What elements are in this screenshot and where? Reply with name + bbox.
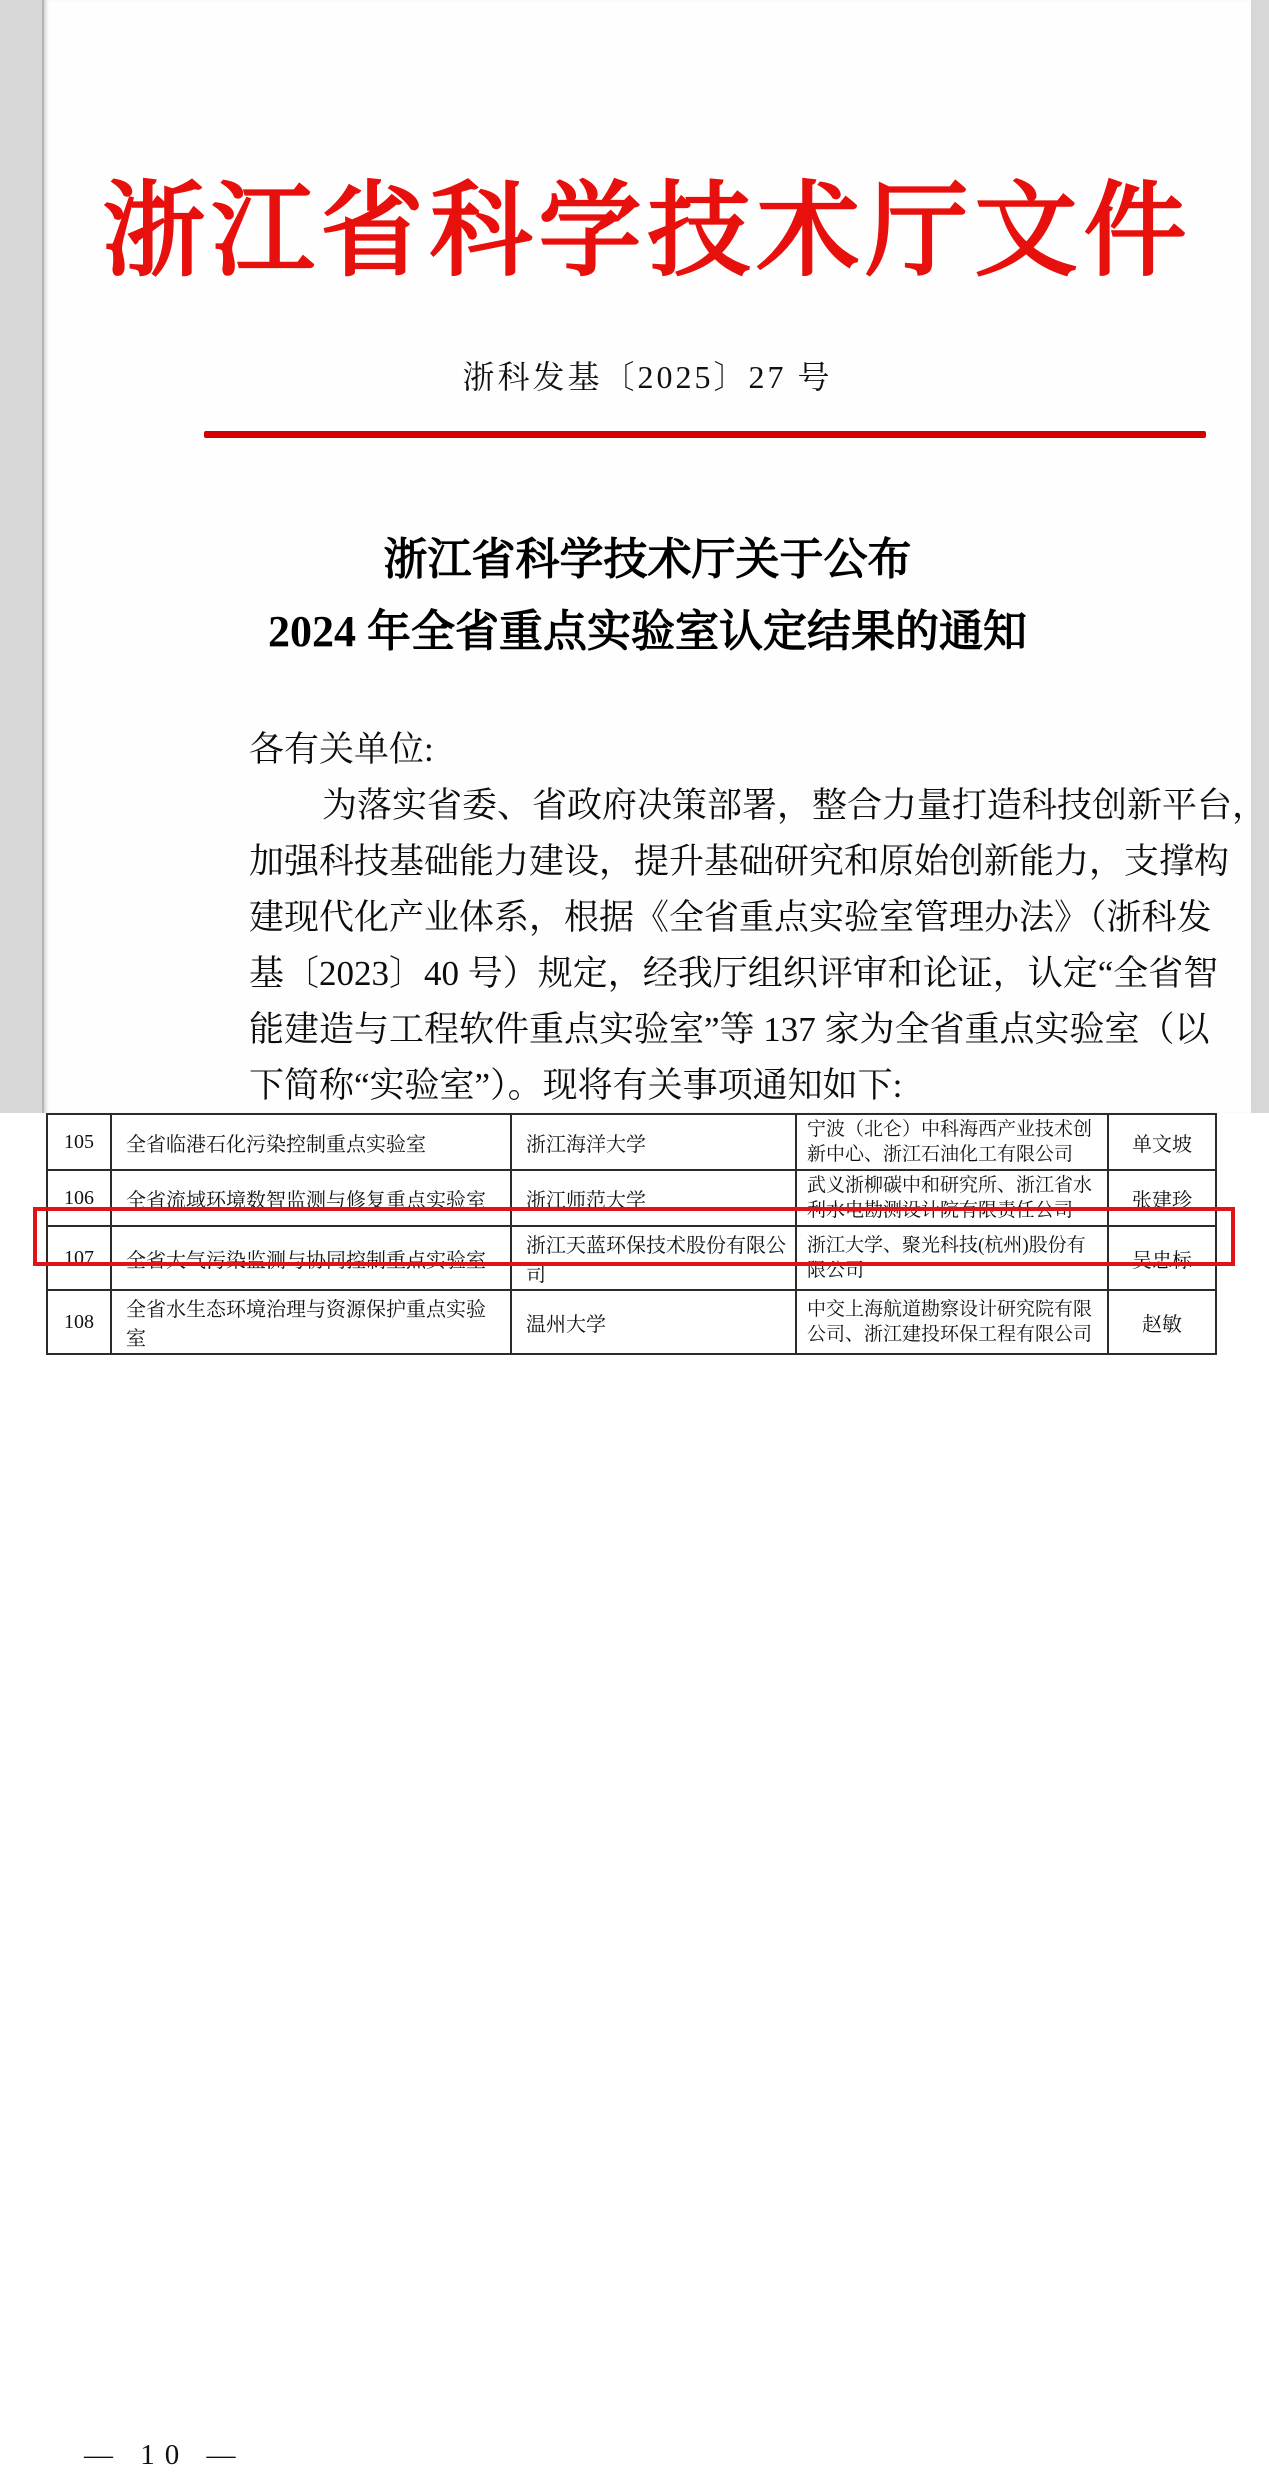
scan-background <box>0 0 1269 1113</box>
document-header-title: 浙江省科学技术厅文件 <box>102 175 1193 289</box>
table-row <box>47 1114 1216 1170</box>
lab-name-cell: 全省水生态环境治理与资源保护重点实验室 <box>111 1290 511 1354</box>
lab-list-table <box>46 1113 1217 1355</box>
partners-cell: 中交上海航道勘察设计研究院有限公司、浙江建投环保工程有限公司 <box>796 1290 1108 1354</box>
body-line: 加强科技基础能力建设，提升基础研究和原始创新能力，支撑构 <box>249 842 1230 881</box>
partners-cell: 浙江大学、聚光科技(杭州)股份有限公司 <box>796 1226 1108 1290</box>
lab-name-cell: 全省大气污染监测与协同控制重点实验室 <box>111 1226 511 1290</box>
director-cell: 张建珍 <box>1108 1170 1216 1226</box>
institution-cell: 浙江天蓝环保技术股份有限公司 <box>511 1226 796 1290</box>
page-number: — 10 — <box>84 2439 246 2471</box>
director-cell: 赵敏 <box>1108 1290 1216 1354</box>
lab-list-table-section <box>0 1113 1269 2471</box>
lab-name-cell: 全省临港石化污染控制重点实验室 <box>111 1114 511 1170</box>
row-number-cell: 108 <box>47 1290 111 1354</box>
table-row <box>47 1290 1216 1354</box>
row-number-cell: 107 <box>47 1226 111 1290</box>
institution-cell: 浙江师范大学 <box>511 1170 796 1226</box>
body-line: 能建造与工程软件重点实验室”等 137 家为全省重点实验室（以 <box>249 1010 1210 1049</box>
lab-name-cell: 全省流域环境数智监测与修复重点实验室 <box>111 1170 511 1226</box>
director-cell: 单文坡 <box>1108 1114 1216 1170</box>
notice-title <box>44 524 1251 668</box>
body-line: 建现代化产业体系，根据《全省重点实验室管理办法》（浙科发 <box>249 898 1212 937</box>
body-line: 下简称“实验室”）。现将有关事项通知如下: <box>249 1066 903 1105</box>
notice-title-line-2: 2024 年全省重点实验室认定结果的通知 <box>268 607 1027 656</box>
notice-body <box>249 722 1268 1114</box>
institution-cell: 浙江海洋大学 <box>511 1114 796 1170</box>
partners-cell: 武义浙柳碳中和研究所、浙江省水利水电勘测设计院有限责任公司 <box>796 1170 1108 1226</box>
salutation: 各有关单位: <box>249 730 434 769</box>
institution-cell: 温州大学 <box>511 1290 796 1354</box>
body-line: 基〔2023〕40 号）规定，经我厅组织评审和论证，认定“全省智 <box>249 954 1219 993</box>
table-row-highlighted <box>47 1226 1216 1290</box>
row-number-cell: 105 <box>47 1114 111 1170</box>
document-number: 浙科发基〔2025〕27 号 <box>462 359 833 395</box>
row-number-cell: 106 <box>47 1170 111 1226</box>
body-line: 为落实省委、省政府决策部署，整合力量打造科技创新平台， <box>322 786 1268 825</box>
director-cell: 吴忠标 <box>1108 1226 1216 1290</box>
table-row <box>47 1170 1216 1226</box>
document-page <box>42 0 1268 1113</box>
notice-title-line-1: 浙江省科学技术厅关于公布 <box>383 535 912 584</box>
partners-cell: 宁波（北仑）中科海西产业技术创新中心、浙江石油化工有限公司 <box>796 1114 1108 1170</box>
red-divider-line <box>204 431 1206 438</box>
